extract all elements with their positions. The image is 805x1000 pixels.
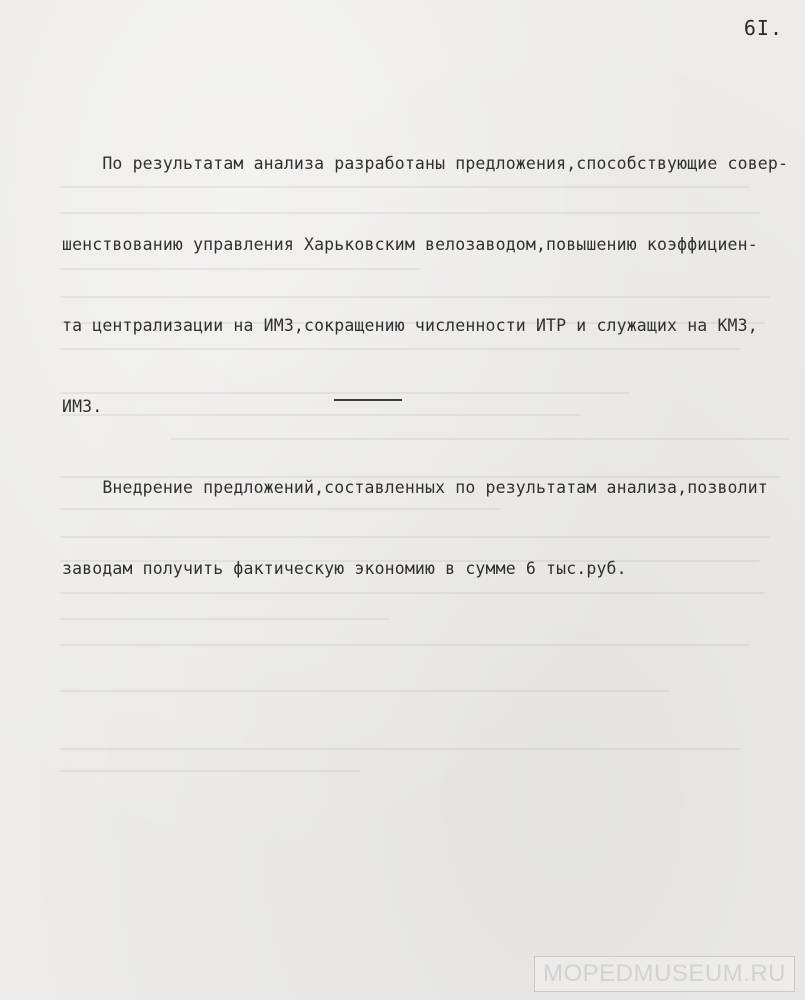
text-line: Внедрение предложений,составленных по результатам анализа,позволит [62,478,768,497]
bleed-through-line [60,770,360,772]
bleed-through-line [60,690,670,692]
text-line: заводам получить фактическую экономию в сумме 6 тыс.руб. [62,559,627,578]
watermark: MOPEDMUSEUM.RU [534,956,795,992]
page-number: 6I. [743,16,783,40]
text-line: та централизации на ИМЗ,сокращению численности ИТР и служащих на КМЗ, [62,316,758,335]
text-line: шенствованию управления Харьковским велозаводом,повышению коэффициен- [62,235,758,254]
bleed-through-line [60,644,750,646]
text-line: По результатам анализа разработаны предложения,способствующие совер- [62,154,789,173]
bleed-through-line [60,748,740,750]
body-text [62,96,789,636]
text-line: ИМЗ. [62,397,103,416]
section-separator [334,399,402,401]
